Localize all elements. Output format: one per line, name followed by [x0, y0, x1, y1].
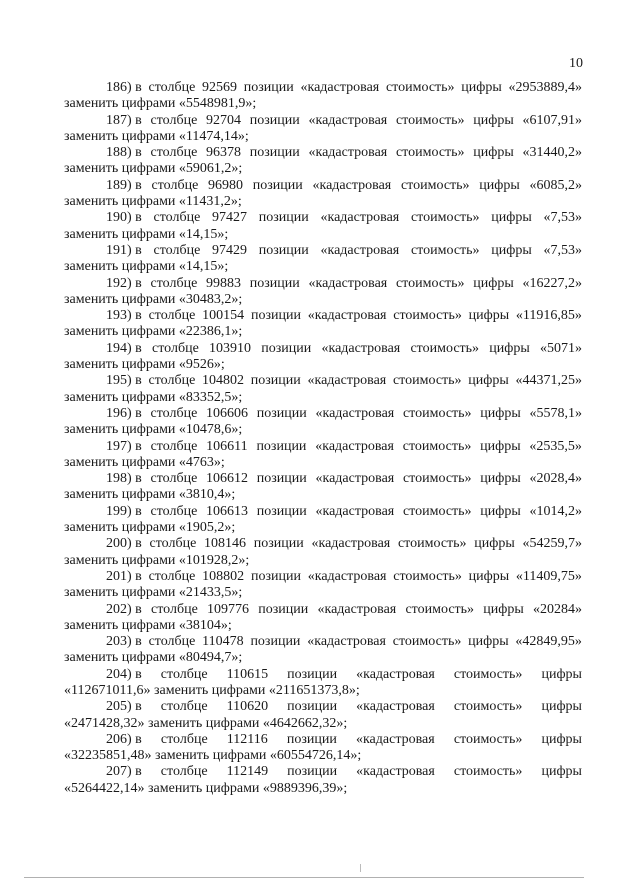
list-item — [64, 210, 582, 243]
list-item-word: «кадастровая — [315, 405, 395, 421]
list-item-word: стоимость» — [395, 112, 465, 128]
list-item — [64, 536, 582, 569]
list-item-word: «5071» — [539, 340, 582, 356]
list-item-word: «44371,25» — [515, 373, 582, 389]
list-item-line2: заменить цифрами «11474,14»; — [64, 128, 249, 144]
list-item-line2: заменить цифрами «5548981,9»; — [64, 96, 257, 112]
list-item-line1 — [64, 113, 582, 129]
list-item-line1 — [64, 536, 582, 552]
list-item-word: 206) в — [106, 731, 142, 747]
list-item-line1 — [64, 276, 582, 292]
list-item-word: столбце — [148, 634, 196, 650]
list-item-word: стоимость» — [405, 601, 475, 617]
list-item-line2: заменить цифрами «14,15»; — [64, 226, 229, 242]
list-item-word: позиции — [250, 634, 301, 650]
list-item-word: 106612 — [206, 471, 249, 487]
list-item-word: 110478 — [202, 634, 244, 650]
list-item-word: столбце — [160, 666, 208, 682]
list-item-word: «кадастровая — [356, 699, 435, 715]
list-item-line2: заменить цифрами «4763»; — [64, 454, 225, 470]
list-item-word: «кадастровая — [320, 210, 400, 226]
list-item-word: цифры — [480, 503, 521, 519]
list-item-word: позиции — [261, 340, 312, 356]
list-item-word: 196) в — [106, 405, 142, 421]
list-item — [64, 80, 582, 113]
list-item-word: стоимость» — [392, 634, 462, 650]
list-item-line1 — [64, 406, 582, 422]
list-item-word: 99883 — [206, 275, 242, 291]
page-number: 10 — [569, 56, 583, 71]
list-item — [64, 113, 582, 146]
list-item-word: «кадастровая — [300, 80, 380, 95]
list-item-word: 106611 — [206, 438, 248, 454]
list-item-word: стоимость» — [392, 373, 462, 389]
list-item-word: 189) в — [106, 177, 142, 193]
list-item-word: «кадастровая — [321, 340, 401, 356]
list-item-word: позиции — [256, 503, 307, 519]
list-item-line2: заменить цифрами «30483,2»; — [64, 291, 243, 307]
list-item-line1 — [64, 145, 582, 161]
scan-artifact — [360, 864, 361, 872]
list-item-word: стоимость» — [453, 699, 523, 715]
list-item-word: 92704 — [206, 112, 242, 128]
list-item-word: позиции — [256, 471, 307, 487]
list-item — [64, 406, 582, 439]
list-item-word: «кадастровая — [355, 731, 435, 747]
list-item-word: цифры — [541, 764, 582, 780]
list-item — [64, 243, 582, 276]
list-item-word: стоимость» — [402, 438, 472, 454]
list-item-word: 201) в — [106, 568, 142, 584]
list-item-word: цифры — [483, 601, 524, 617]
list-item-word: позиции — [258, 242, 309, 258]
list-item-line2: заменить цифрами «1905,2»; — [64, 520, 236, 536]
list-item-word: «кадастровая — [315, 503, 395, 519]
list-item-word: цифры — [468, 568, 510, 584]
list-item-word: цифры — [468, 308, 510, 324]
list-item-word: «кадастровая — [317, 601, 397, 617]
list-item-line2: «32235851,48» заменить цифрами «60554726,14»; — [64, 748, 362, 764]
list-item-word: стоимость» — [410, 210, 480, 226]
list-item-word: 108802 — [202, 568, 245, 584]
list-item-line2: заменить цифрами «9526»; — [64, 357, 225, 373]
list-item-word: столбце — [151, 177, 199, 193]
list-item-word: позиции — [256, 438, 307, 454]
list-item — [64, 276, 582, 309]
list-item-word: 104802 — [202, 373, 245, 389]
list-item-word: столбце — [160, 731, 208, 747]
list-item-word: столбце — [150, 471, 198, 487]
list-item — [64, 569, 582, 602]
list-item-word: «2028,4» — [529, 471, 582, 487]
list-item-word: «кадастровая — [307, 308, 387, 324]
list-item-word: 96980 — [208, 177, 244, 193]
list-item-word: цифры — [541, 699, 582, 715]
list-item-word: позиции — [258, 210, 309, 226]
list-item-word: цифры — [468, 634, 509, 650]
list-item-word: цифры — [491, 242, 532, 258]
list-item-word: столбце — [160, 699, 208, 715]
list-item-word: 207) в — [106, 764, 142, 780]
list-item-line1 — [64, 732, 582, 748]
list-item-word: 197) в — [106, 438, 142, 454]
list-item-word: «20284» — [532, 601, 582, 617]
list-item-word: столбце — [148, 308, 196, 324]
list-item-word: стоимость» — [402, 471, 472, 487]
list-item-line2: «2471428,32» заменить цифрами «4642662,32»; — [64, 715, 348, 731]
list-item-word: позиции — [249, 275, 300, 291]
list-item-line1 — [64, 341, 582, 357]
list-item-word: столбце — [153, 242, 201, 258]
list-item-word: «кадастровая — [315, 438, 394, 454]
list-item-word: стоимость» — [393, 568, 462, 584]
list-item-word: «54259,7» — [522, 536, 582, 552]
list-item-word: 97429 — [212, 242, 248, 258]
list-item-word: столбце — [150, 438, 198, 454]
list-item-line1 — [64, 210, 582, 226]
list-item-word: 97427 — [212, 210, 248, 226]
list-item-word: «кадастровая — [307, 568, 387, 584]
list-item-word: цифры — [479, 177, 520, 193]
list-item-word: 199) в — [106, 503, 142, 519]
list-item-line1 — [64, 439, 582, 455]
list-item-line1 — [64, 178, 582, 194]
list-item-word: столбце — [150, 275, 198, 291]
list-item-line2: заменить цифрами «101928,2»; — [64, 552, 250, 568]
list-item — [64, 341, 582, 374]
list-item-word: 200) в — [106, 536, 142, 552]
list-item-word: столбце — [152, 340, 199, 356]
list-item-word: 193) в — [106, 308, 142, 324]
list-item-word: позиции — [287, 666, 338, 682]
list-item-line1 — [64, 308, 582, 324]
list-item-word: 103910 — [209, 340, 252, 356]
list-item-line2: заменить цифрами «83352,5»; — [64, 389, 243, 405]
list-item-word: «кадастровая — [311, 536, 391, 552]
list-item-word: цифры — [473, 112, 514, 128]
list-item — [64, 373, 582, 406]
list-item-word: 202) в — [106, 601, 142, 617]
list-item-word: столбце — [148, 568, 196, 584]
list-item-word: 195) в — [106, 373, 142, 389]
list-item-line1 — [64, 634, 582, 650]
list-item-word: цифры — [480, 438, 521, 454]
list-item-word: «2535,5» — [529, 438, 582, 454]
list-item-line2: «5264422,14» заменить цифрами «9889396,39»; — [64, 780, 348, 796]
list-item-word: столбце — [150, 145, 198, 161]
list-item-word: 106613 — [206, 503, 249, 519]
list-item-word: «1014,2» — [529, 503, 582, 519]
list-item-line2: заменить цифрами «22386,1»; — [64, 324, 243, 340]
list-item-word: «кадастровая — [356, 666, 435, 682]
list-item-line1 — [64, 80, 582, 96]
list-item-word: 186) в — [106, 80, 142, 95]
list-item — [64, 699, 582, 732]
list-item-word: цифры — [489, 340, 530, 356]
list-item-word: «11916,85» — [515, 308, 582, 324]
list-item-word: 109776 — [207, 601, 250, 617]
list-item-word: «6107,91» — [522, 112, 582, 128]
list-item — [64, 667, 582, 700]
list-item-word: «5578,1» — [529, 405, 582, 421]
list-item-word: стоимость» — [397, 536, 467, 552]
list-item-word: стоимость» — [453, 764, 523, 780]
list-item-line2: заменить цифрами «14,15»; — [64, 259, 229, 275]
list-item-word: стоимость» — [453, 731, 523, 747]
list-item — [64, 764, 582, 797]
list-item-word: столбце — [153, 210, 201, 226]
list-item-line1 — [64, 699, 582, 715]
list-item-word: 100154 — [202, 308, 245, 324]
list-item-word: цифры — [474, 536, 515, 552]
list-item-word: цифры — [491, 210, 532, 226]
list-item-word: столбце — [149, 536, 197, 552]
list-item — [64, 602, 582, 635]
list-item-word: позиции — [258, 601, 309, 617]
list-item-word: стоимость» — [385, 80, 455, 95]
list-item-word: столбце — [151, 601, 198, 617]
list-item-line1 — [64, 471, 582, 487]
list-item-line2: заменить цифрами «38104»; — [64, 617, 232, 633]
list-item-word: цифры — [480, 471, 521, 487]
list-item — [64, 471, 582, 504]
list-item-word: цифры — [541, 666, 582, 682]
list-item-word: стоимость» — [395, 275, 465, 291]
list-item-word: «31440,2» — [522, 145, 582, 161]
list-item-word: цифры — [473, 145, 514, 161]
list-item-line2: заменить цифрами «59061,2»; — [64, 161, 243, 177]
list-item-word: «кадастровая — [307, 634, 386, 650]
list-item-word: 112149 — [226, 764, 269, 780]
list-item — [64, 732, 582, 765]
list-item-word: «16227,2» — [522, 275, 582, 291]
list-item-line1 — [64, 602, 582, 618]
list-item-line1 — [64, 504, 582, 520]
list-item-word: позиции — [250, 308, 301, 324]
list-item — [64, 439, 582, 472]
list-item-line1 — [64, 764, 582, 780]
list-item-word: 187) в — [106, 112, 142, 128]
list-item-word: 205) в — [106, 699, 142, 715]
list-item-word: позиции — [287, 764, 338, 780]
list-item-word: 188) в — [106, 145, 142, 161]
list-item — [64, 504, 582, 537]
list-item-line1 — [64, 569, 582, 585]
list-item-word: позиции — [253, 536, 304, 552]
list-item-word: стоимость» — [410, 242, 480, 258]
list-item-word: цифры — [473, 275, 514, 291]
list-item-word: 204) в — [106, 666, 142, 682]
list-item — [64, 145, 582, 178]
list-item-word: «кадастровая — [308, 145, 388, 161]
list-item-word: столбце — [148, 80, 196, 95]
list-item-word: столбце — [160, 764, 208, 780]
page-bottom-rule — [24, 877, 584, 878]
list-item — [64, 178, 582, 211]
list-item-word: позиции — [249, 112, 300, 128]
list-item-word: «2953889,4» — [508, 80, 582, 95]
list-item-word: «кадастровая — [320, 242, 400, 258]
list-item-word: стоимость» — [453, 666, 523, 682]
list-item-word: позиции — [286, 731, 337, 747]
list-item-word: столбце — [150, 112, 198, 128]
list-item-word: столбце — [150, 405, 198, 421]
list-item-line1 — [64, 667, 582, 683]
list-item-word: стоимость» — [395, 145, 465, 161]
list-item-line2: «112671011,6» заменить цифрами «211651373,8»; — [64, 682, 360, 698]
list-item-word: 190) в — [106, 210, 142, 226]
list-item-word: цифры — [461, 80, 502, 95]
list-item-word: стоимость» — [402, 405, 472, 421]
list-item-word: позиции — [287, 699, 338, 715]
list-item-word: стоимость» — [400, 177, 470, 193]
list-item-word: «кадастровая — [356, 764, 435, 780]
list-item-word: 110620 — [226, 699, 269, 715]
list-item-word: цифры — [541, 731, 582, 747]
list-item-word: 92569 — [202, 80, 238, 95]
list-item — [64, 308, 582, 341]
list-item-word: «кадастровая — [315, 471, 395, 487]
list-item-word: стоимость» — [402, 503, 472, 519]
list-item-word: 198) в — [106, 471, 142, 487]
list-item-word: позиции — [256, 405, 307, 421]
list-item-word: стоимость» — [410, 340, 480, 356]
list-item-line1 — [64, 373, 582, 389]
list-item-word: «42849,95» — [515, 634, 582, 650]
list-item-word: 108146 — [204, 536, 247, 552]
list-item-word: «кадастровая — [308, 112, 388, 128]
list-item-line1 — [64, 243, 582, 259]
list-item-word: цифры — [468, 373, 509, 389]
list-item-word: 112116 — [226, 731, 268, 747]
list-item-word: «6085,2» — [529, 177, 582, 193]
list-item-word: 203) в — [106, 634, 142, 650]
list-item-word: 194) в — [106, 340, 142, 356]
list-item-word: «кадастровая — [312, 177, 392, 193]
list-item-word: стоимость» — [393, 308, 462, 324]
list-item-line2: заменить цифрами «10478,6»; — [64, 422, 243, 438]
list-item — [64, 634, 582, 667]
list-item-word: цифры — [480, 405, 521, 421]
list-item-word: «7,53» — [543, 242, 582, 258]
list-item-word: 192) в — [106, 275, 142, 291]
list-item-word: позиции — [250, 568, 301, 584]
list-item-word: 110615 — [226, 666, 269, 682]
list-item-word: позиции — [249, 145, 300, 161]
list-item-word: позиции — [243, 80, 294, 95]
list-item-word: позиции — [252, 177, 303, 193]
list-item-word: столбце — [150, 503, 198, 519]
list-item-word: 96378 — [206, 145, 242, 161]
list-item-line2: заменить цифрами «21433,5»; — [64, 585, 243, 601]
list-item-word: «кадастровая — [307, 373, 387, 389]
list-item-word: «11409,75» — [515, 568, 582, 584]
list-item-word: столбце — [148, 373, 196, 389]
list-item-line2: заменить цифрами «11431,2»; — [64, 194, 242, 210]
list-item-word: «кадастровая — [308, 275, 388, 291]
document-body — [64, 80, 582, 797]
list-item-word: позиции — [250, 373, 301, 389]
list-item-line2: заменить цифрами «3810,4»; — [64, 487, 236, 503]
list-item-word: 106606 — [206, 405, 249, 421]
list-item-word: 191) в — [106, 242, 142, 258]
list-item-word: «7,53» — [543, 210, 582, 226]
list-item-line2: заменить цифрами «80494,7»; — [64, 650, 243, 666]
